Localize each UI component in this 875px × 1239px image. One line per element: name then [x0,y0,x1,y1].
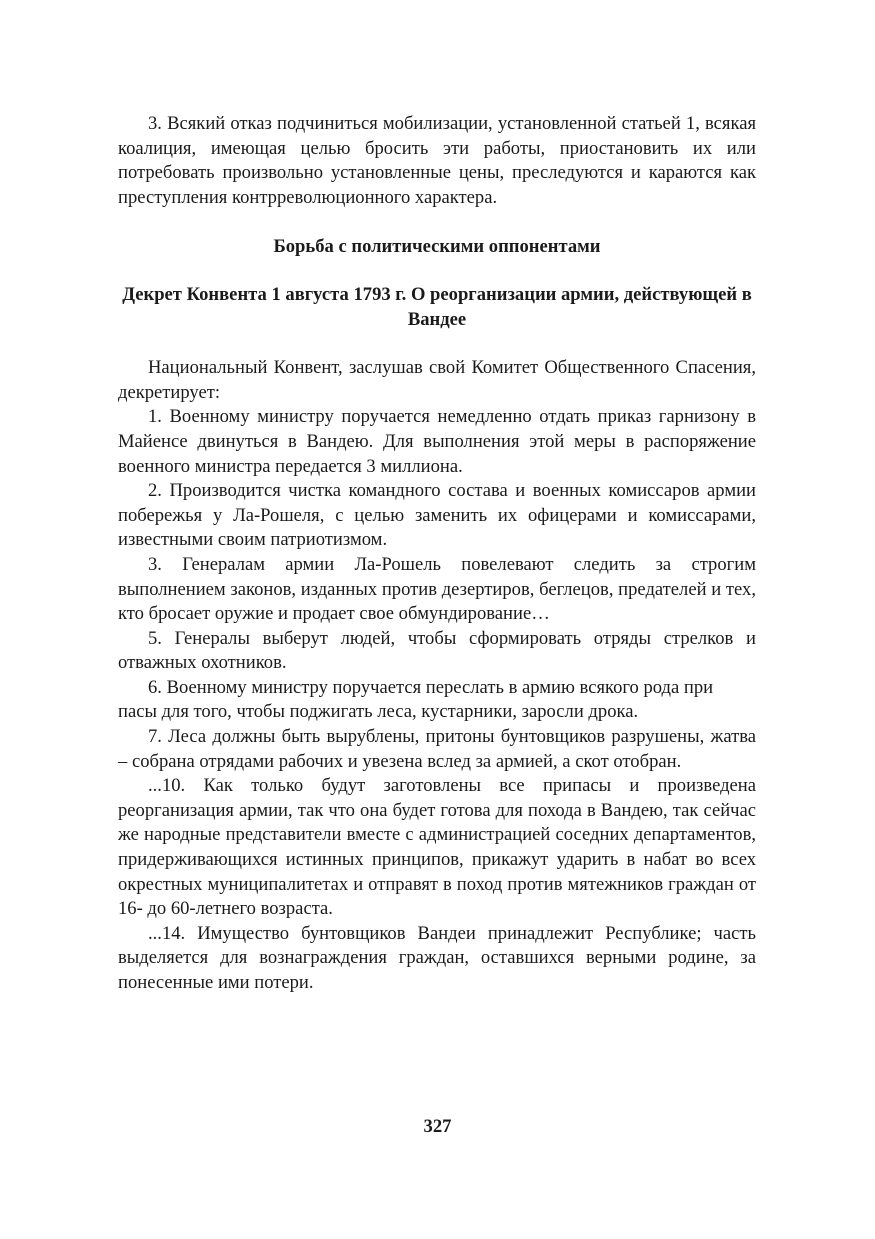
opening-paragraph: 3. Всякий отказ подчиниться мобилизации, установленной статьей 1, всякая коалиция, имеющая целью бросить эти работы, приостановить их или потребовать произвольно установленные цены, преследуются и караются как преступления контрреволюционного характера. [118,113,756,208]
section-title: Борьба с политическими оппонентами [273,236,601,258]
article-14: ...14. Имущество бунтовщиков Вандеи принадлежит Республике; часть выделяется для вознаграждения граждан, оставшихся верными родине, за понесенные ими потери. [118,922,756,993]
article-2: 2. Производится чистка командного состава и военных комиссаров армии побережья у Ла-Рошеля, с целью заменить их офицерами и комиссарами, известными своим патриотизмом. [118,480,756,551]
article-6: 6. Военному министру поручается переслать в армию всякого рода при [148,676,714,698]
decree-intro: Национальный Конвент, заслушав свой Комитет Общественного Спасения, декретирует: [118,357,756,403]
article-3: 3. Генералам армии Ла-Рошель повелевают следить за строгим выполнением законов, изданных против дезертиров, беглецов, предателей и тех, кто бросает оружие и продает свое обмундирование… [118,553,756,625]
article-5: 5. Генералы выберут людей, чтобы сформировать отряды стрелков и отважных охотников. [118,627,756,674]
page-number: 327 [423,1116,452,1137]
article-10: ...10. Как только будут заготовлены все припасы и произведена реорганизация армии, так что она будет готова для похода в Вандею, так сейчас же народные представители вместе с администрацией соседних департаментов, придерживающихся истинных принципов, прикажут ударить в набат во всех окрестных муниципалитетах и отправят в поход против мятежников граждан от 16- до 60-летнего возраста. [118,775,756,920]
article-7: 7. Леса должны быть вырублены, притоны бунтовщиков разрушены, жатва – собрана отрядами рабочих и увезена вслед за армией, а скот отобран. [118,726,756,772]
article-6-continuation: пасы для того, чтобы поджигать леса, кустарники, заросли дрока. [118,701,639,723]
article-1: 1. Военному министру поручается немедленно отдать приказ гарнизону в Майенсе двинуться в Вандею. Для выполнения этой меры в распоряжение военного министра передается 3 миллиона. [118,406,756,477]
document-page [118,112,756,996]
decree-title: Декрет Конвента 1 августа 1793 г. О реорганизации армии, действующей в Вандее [122,283,752,330]
